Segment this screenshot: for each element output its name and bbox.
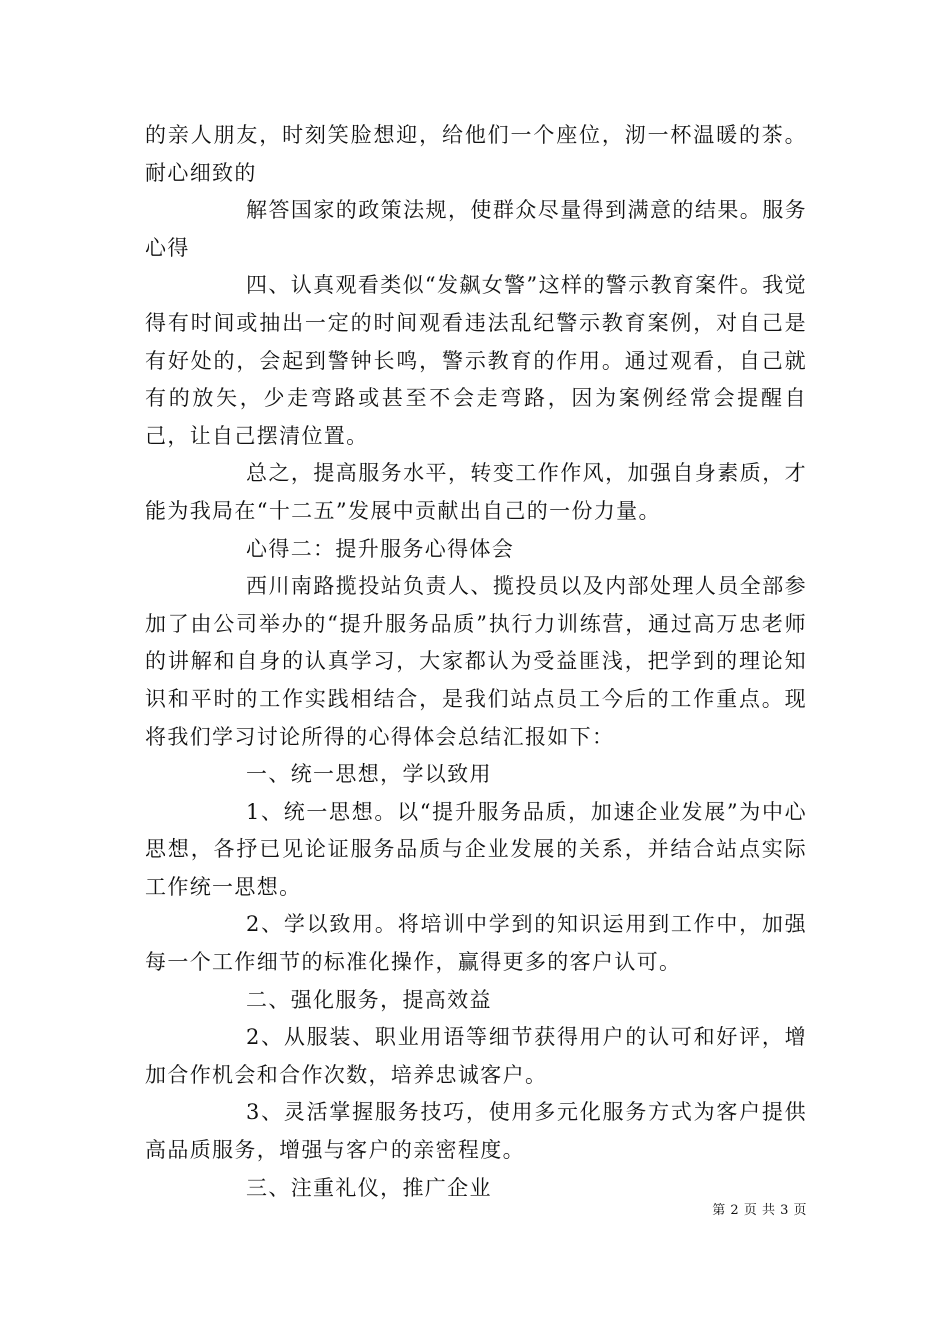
paragraph-11: 2、从服装、职业用语等细节获得用户的认可和好评，增加合作机会和合作次数，培养忠诚客户。 bbox=[145, 1025, 807, 1087]
paragraph-3: 四、认真观看类似“发飙女警”这样的警示教育案件。我觉得有时间或抽出一定的时间观看违法乱纪警示教育案例，对自己是有好处的，会起到警钟长鸣，警示教育的作用。通过观看，自己就有的放矢，少走弯路或甚至不会走弯路，因为案例经常会提醒自己，让自己摆清位置。 bbox=[145, 273, 807, 448]
section-heading-xinde-2: 心得二：提升服务心得体会 bbox=[246, 536, 515, 561]
paragraph-12: 3、灵活掌握服务技巧，使用多元化服务方式为客户提供高品质服务，增强与客户的亲密程度。 bbox=[145, 1100, 807, 1163]
paragraph-9: 2、学以致用。将培训中学到的知识运用到工作中，加强每一个工作细节的标准化操作，赢得更多的客户认可。 bbox=[145, 912, 807, 975]
paragraph-2: 解答国家的政策法规，使群众尽量得到满意的结果。服务心得 bbox=[145, 198, 807, 260]
section-heading-3: 三、注重礼仪，推广企业 bbox=[246, 1175, 492, 1200]
paragraph-1: 的亲人朋友，时刻笑脸想迎，给他们一个座位，沏一杯温暖的茶。耐心细致的 bbox=[145, 123, 807, 185]
page-number-footer: 第 2 页 共 3 页 bbox=[712, 1203, 807, 1218]
paragraph-6: 西川南路揽投站负责人、揽投员以及内部处理人员全部参加了由公司举办的“提升服务品质”执行力训练营，通过高万忠老师的讲解和自身的认真学习，大家都认为受益匪浅，把学到的理论知识和平时的工作实践相结合，是我们站点员工今后的工作重点。现将我们学习讨论所得的心得体会总结汇报如下： bbox=[145, 574, 807, 749]
section-heading-2: 二、强化服务，提高效益 bbox=[246, 987, 492, 1012]
document-body bbox=[145, 117, 807, 1207]
paragraph-4: 总之，提高服务水平，转变工作作风，加强自身素质，才能为我局在“十二五”发展中贡献出自己的一份力量。 bbox=[145, 461, 807, 523]
section-heading-1: 一、统一思想，学以致用 bbox=[246, 762, 492, 787]
paragraph-8: 1、统一思想。以“提升服务品质，加速企业发展”为中心思想，各抒已见论证服务品质与企业发展的关系，并结合站点实际工作统一思想。 bbox=[145, 799, 807, 899]
